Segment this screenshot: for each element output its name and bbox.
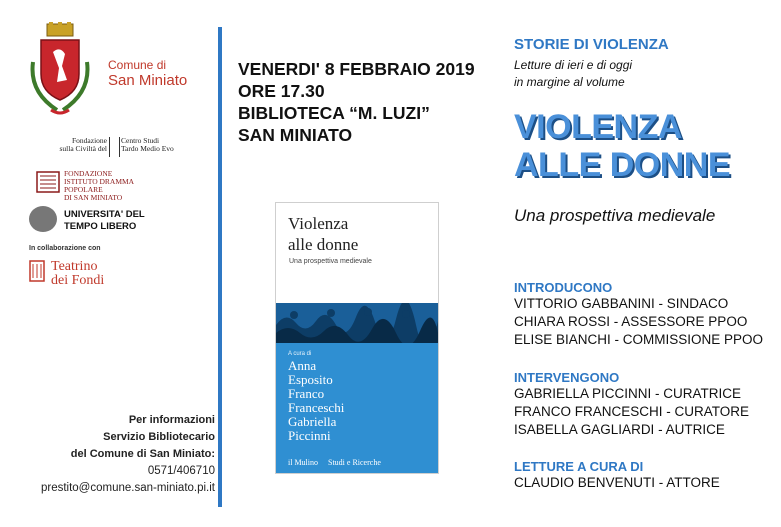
book-author-line-3: Franco <box>288 386 325 401</box>
headline-line-1: VIOLENZA <box>514 108 682 146</box>
fondazione-right-line-2: Tardo Medio Evo <box>121 144 174 153</box>
comune-name-label: San Miniato <box>108 72 188 89</box>
section-label: INTRODUCONO <box>514 280 613 295</box>
series-title: STORIE DI VIOLENZA <box>514 36 669 53</box>
headline-subtitle: Una prospettiva medievale <box>514 206 716 225</box>
section-introducono <box>514 280 763 349</box>
book-author-line-4: Franceschi <box>288 400 345 415</box>
book-title-line-1: Violenza <box>288 214 349 233</box>
info-line-1: Per informazioni <box>128 414 215 426</box>
book-title-line-2: alle donne <box>288 235 359 254</box>
book-author-line-2: Esposito <box>288 372 333 387</box>
book-author-line-5: Gabriella <box>288 414 337 429</box>
event-venue: BIBLIOTECA “M. LUZI” <box>238 103 430 123</box>
teatrino-icon <box>29 260 45 282</box>
fondazione-teatro-line-2: ISTITUTO DRAMMA POPOLARE <box>64 177 134 194</box>
info-line-2: Servizio Bibliotecario <box>103 431 215 443</box>
section-item: CLAUDIO BENVENUTI - ATTORE <box>514 475 720 490</box>
book-crowd-band <box>276 303 438 343</box>
section-letture <box>514 459 720 492</box>
event-details <box>238 58 475 146</box>
section-item: CHIARA ROSSI - ASSESSORE PPOO <box>514 314 748 329</box>
series-subtitle <box>514 57 632 91</box>
book-series: Studi e Ricerche <box>328 458 381 467</box>
info-block <box>20 412 215 497</box>
universita-line-1: UNIVERSITA' DEL <box>64 209 145 220</box>
info-phone: 0571/406710 <box>147 465 215 477</box>
book-authors <box>288 359 344 443</box>
book-author-line-1: Anna <box>288 358 317 373</box>
series-subtitle-line-2: in margine al volume <box>514 75 625 89</box>
vertical-divider <box>218 27 222 507</box>
book-author-line-6: Piccinni <box>288 428 331 443</box>
teatrino-line-1: Teatrino <box>51 259 98 274</box>
section-item: VITTORIO GABBANINI - SINDACO <box>514 296 729 311</box>
fondazione-teatro-line-3: DI SAN MINIATO <box>64 193 123 202</box>
teatrino-line-2: dei Fondi <box>51 273 105 288</box>
book-subtitle: Una prospettiva medievale <box>289 258 372 265</box>
headline-title <box>514 108 730 184</box>
universita-label <box>64 209 145 233</box>
universita-logo-icon <box>29 206 57 232</box>
universita-line-2: TEMPO LIBERO <box>64 221 137 232</box>
san-miniato-crest <box>27 22 93 118</box>
fondazione-dramma-popolare-logo <box>36 169 166 202</box>
event-date: VENERDI' 8 FEBBRAIO 2019 <box>238 59 475 79</box>
event-city: SAN MINIATO <box>238 125 353 145</box>
section-item: FRANCO FRANCESCHI - CURATORE <box>514 404 750 419</box>
fondazione-divider <box>109 137 120 157</box>
section-label: LETTURE A CURA DI <box>514 459 644 474</box>
section-item: ISABELLA GAGLIARDI - AUTRICE <box>514 422 725 437</box>
headline-line-2: ALLE DONNE <box>514 146 730 184</box>
theatre-mask-icon <box>36 170 60 194</box>
fondazione-left-line-2: sulla Civiltà del <box>59 144 107 153</box>
book-a-cura: A cura di <box>288 351 312 357</box>
book-publisher: il Mulino <box>288 458 319 467</box>
fondazione-left-line-1: Fondazione <box>72 136 107 145</box>
section-intervengono <box>514 370 749 439</box>
section-label: INTERVENGONO <box>514 370 620 385</box>
fondazione-teatro-line-1: FONDAZIONE <box>64 169 113 178</box>
info-email[interactable]: prestito@comune.san-miniato.pi.it <box>40 482 215 494</box>
book-title <box>288 213 358 255</box>
book-cover <box>275 202 439 474</box>
event-time: ORE 17.30 <box>238 81 325 101</box>
info-line-3: del Comune di San Miniato: <box>70 448 215 460</box>
fondazione-centro-studi-logo <box>29 137 179 159</box>
comune-di-label: Comune di <box>108 58 167 72</box>
section-item: ELISE BIANCHI - COMMISSIONE PPOO <box>514 332 764 347</box>
series-subtitle-line-1: Letture di ieri e di oggi <box>514 58 633 72</box>
collaborazione-label: In collaborazione con <box>29 245 101 252</box>
fondazione-right-line-1: Centro Studi <box>121 136 160 145</box>
teatrino-label <box>51 260 104 288</box>
section-item: GABRIELLA PICCINNI - CURATRICE <box>514 386 742 401</box>
